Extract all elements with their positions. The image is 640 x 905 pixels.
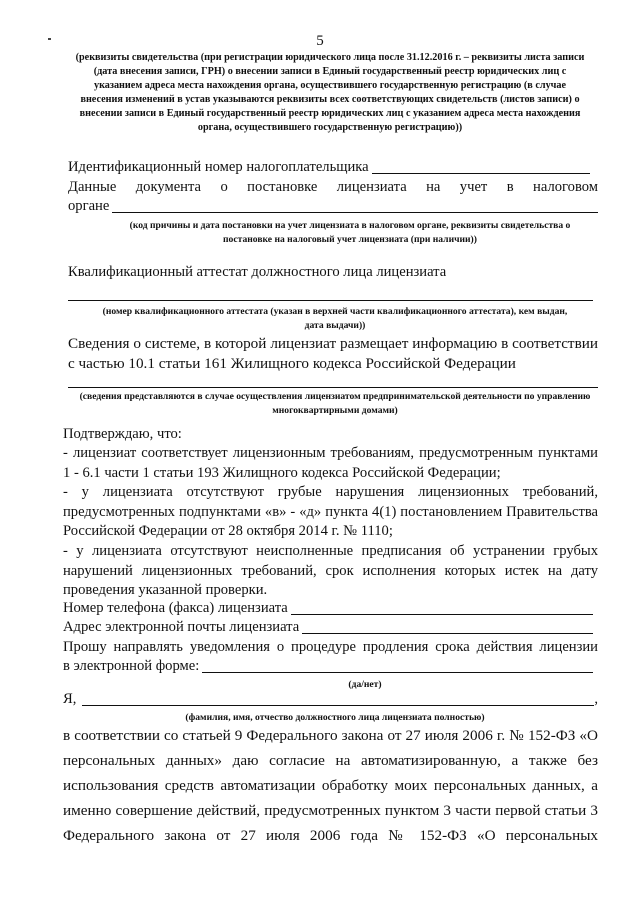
- notify-field[interactable]: [202, 671, 593, 673]
- phone-row: [63, 599, 593, 619]
- inn-row: [68, 158, 590, 178]
- email-row: [63, 618, 593, 638]
- note-yesno: (да/нет): [348, 679, 382, 690]
- page-number: 5: [316, 33, 324, 49]
- fio-field[interactable]: [82, 704, 594, 706]
- tax-row: [68, 197, 598, 217]
- consent-text: в соответствии со статьей 9 Федерального закона от 27 июля 2006 г. № 152-ФЗ «О персональных данных» даю согласие на автоматизированную, а также без использования средств автоматизации обработку моих персональных данных, а именно совершение действий, предусмотренных пунктом 3 части первой статьи 3 Федерального закона от 27 июля 2006 года № 152-ФЗ «О персональных: [63, 727, 598, 844]
- email-field[interactable]: [302, 632, 593, 634]
- system-field[interactable]: [68, 387, 598, 388]
- i-row: [63, 690, 598, 710]
- email-label: Адрес электронной почты лицензиата: [63, 619, 300, 635]
- note-system: (сведения представляются в случае осуществления лицензиатом предпринимательской деятельности по управлению многоквартирными домами): [79, 391, 591, 416]
- system-text: Сведения о системе, в которой лицензиат размещает информацию в соответствии с частью 10.1 статьи 161 Жилищного кодекса Российской Федерации: [68, 335, 598, 372]
- notify-row: [63, 657, 593, 677]
- inn-label: Идентификационный номер налогоплательщика: [68, 159, 369, 175]
- qual-field[interactable]: [68, 300, 593, 301]
- phone-label: Номер телефона (факса) лицензиата: [63, 600, 288, 616]
- tax-label-2: органе: [68, 198, 110, 214]
- confirm-title: Подтверждаю, что:: [63, 426, 182, 442]
- i-label: Я,: [63, 691, 77, 707]
- tax-line-1: Данные документа о постановке лицензиата на учет в налоговом: [68, 179, 598, 195]
- note-fio: (фамилия, имя, отчество должностного лица лицензиата полностью): [185, 712, 485, 723]
- i-end: ,: [594, 691, 598, 707]
- note-tax: (код причины и дата постановки на учет лицензиата в налоговом органе, реквизиты свидетельства о постановке на налоговый учет лицензиата (при наличии)): [129, 220, 571, 245]
- confirm-item-2: - у лицензиата отсутствуют грубые нарушения лицензионных требований, предусмотренных подпунктами «в» - «д» пункта 4(1) постановлением Правительства Российской Федерации от 28 октября 2014 г. № 1110;: [63, 484, 598, 540]
- qual-label: Квалификационный аттестат должностного лица лицензиата: [68, 264, 447, 280]
- confirm-item-3: - у лицензиата отсутствуют неисполненные предписания об устранении грубых нарушений лицензионных требований, срок исполнения которых истек на дату проведения указанной проверки.: [63, 543, 598, 599]
- notify-line-1: Прошу направлять уведомления о процедуре продления срока действия лицензии: [63, 639, 598, 655]
- confirm-item-1: - лицензиат соответствует лицензионным требованиям, предусмотренным пунктами 1 - 6.1 части 1 статьи 193 Жилищного кодекса Российской Федерации;: [63, 445, 598, 481]
- notify-label-2: в электронной форме:: [63, 658, 200, 674]
- inn-field[interactable]: [372, 172, 590, 174]
- note-qual: (номер квалификационного аттестата (указан в верхней части квалификационного аттестата), кем выдан, дата выдачи)): [102, 306, 568, 331]
- tax-field[interactable]: [112, 211, 598, 213]
- phone-field[interactable]: [291, 613, 593, 615]
- note-certificate: (реквизиты свидетельства (при регистрации юридического лица после 31.12.2016 г. – реквизиты листа записи (дата внесения записи, ГРН) о внесении записи в Единый государственный реестр юридических лиц с указанием адреса места нахождения органа, осуществившего государственную регистрацию (в случае внесения изменений в устав указываются реквизиты всех соответствующих свидетельств (листов записи) о внесении записи в Единый государственный реестр юридических лиц с указанием адреса места нахождения органа, осуществившего государственную регистрацию)): [75, 52, 585, 133]
